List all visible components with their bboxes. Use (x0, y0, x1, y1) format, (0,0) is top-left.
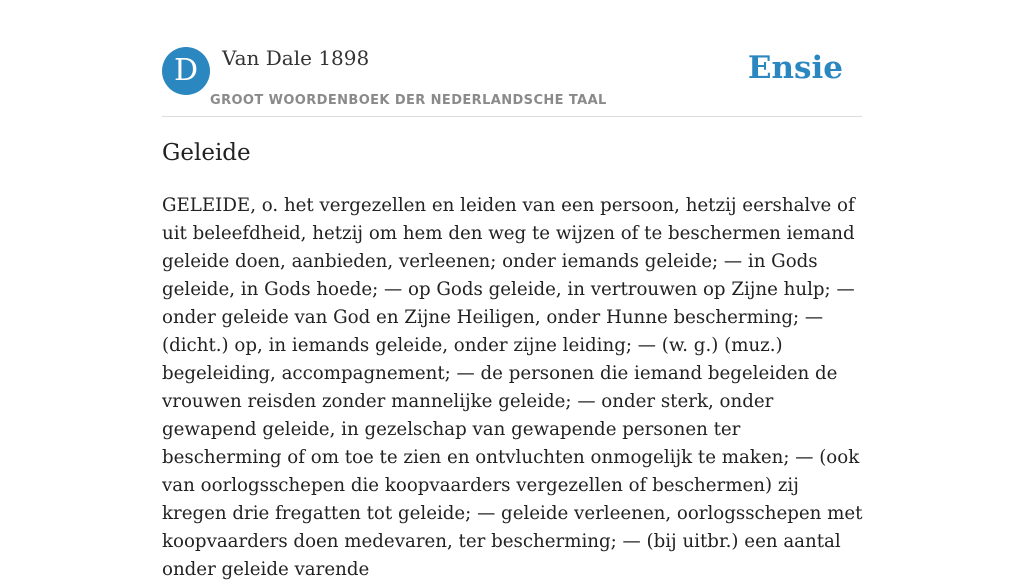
ensie-logo-link[interactable]: Ensie (747, 50, 843, 86)
entry-definition: GELEIDE, o. het vergezellen en leiden van een persoon, hetzij eershalve of uit beleefdheid, hetzij om hem den weg te wijzen of te beschermen iemand geleide doen, aanbieden, verleenen; onder iemands geleide; — in Gods geleide, in Gods hoede; — op Gods geleide, in vertrouwen op Zijne hulp; — onder geleide van God en Zijne Heiligen, onder Hunne bescherming; — (dicht.) op, in iemands geleide, onder zijne leiding; — (w. g.) (muz.) begeleiding, accompagnement; — de personen die iemand begeleiden de vrouwen reisden zonder mannelijke geleide; — onder sterk, onder gewapend geleide, in gezelschap van gewapende personen ter bescherming of om toe te zien en ontvluchten onmogelijk te maken; — (ook van oorlogsschepen die koopvaarders vergezellen of beschermen) zij kregen drie fregatten tot geleide; — geleide verleenen, oorlogsschepen met koopvaarders doen medevaren, ter bescherming; — (bij uitbr.) een aantal onder geleide varende (162, 195, 863, 580)
dictionary-header (162, 46, 862, 117)
entry-title: Geleide (162, 140, 251, 166)
dictionary-subtitle: GROOT WOORDENBOEK DER NEDERLANDSCHE TAAL (210, 93, 607, 108)
dictionary-logo[interactable]: D (162, 47, 210, 95)
dictionary-title[interactable]: Van Dale 1898 (222, 46, 370, 70)
